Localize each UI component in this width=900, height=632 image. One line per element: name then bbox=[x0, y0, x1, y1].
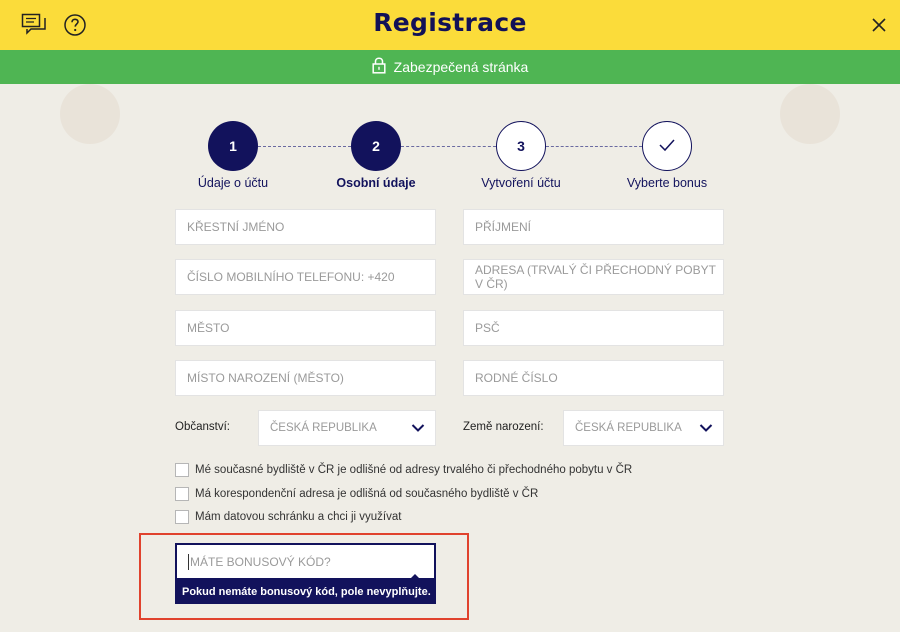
step-3-circle[interactable] bbox=[496, 121, 546, 171]
step-2-circle[interactable] bbox=[351, 121, 401, 171]
header-bar bbox=[0, 0, 900, 50]
correspondence-differs-checkbox[interactable] bbox=[175, 487, 538, 501]
birth-number-input[interactable]: RODNÉ ČÍSLO bbox=[463, 360, 724, 396]
step-4-circle[interactable] bbox=[642, 121, 692, 171]
address-input[interactable]: ADRESA (TRVALÝ ČI PŘECHODNÝ POBYT V ČR) bbox=[463, 259, 724, 295]
background-decoration bbox=[780, 84, 840, 144]
phone-input[interactable]: ČÍSLO MOBILNÍHO TELEFONU: +420 bbox=[175, 259, 436, 295]
checkbox-box[interactable] bbox=[175, 487, 189, 501]
birth-country-value: ČESKÁ REPUBLIKA bbox=[575, 422, 682, 434]
close-icon[interactable] bbox=[864, 10, 894, 40]
bonus-code-tooltip: Pokud nemáte bonusový kód, pole nevyplňujte. bbox=[175, 580, 436, 604]
step-connector bbox=[258, 146, 351, 147]
citizenship-value: ČESKÁ REPUBLIKA bbox=[270, 422, 377, 434]
step-connector bbox=[546, 146, 642, 147]
check-icon bbox=[658, 138, 676, 155]
step-connector bbox=[401, 146, 496, 147]
step-1-number: 1 bbox=[229, 138, 237, 154]
city-input[interactable]: MĚSTO bbox=[175, 310, 436, 346]
first-name-input[interactable]: KŘESTNÍ JMÉNO bbox=[175, 209, 436, 245]
step-3-label: Vytvoření účtu bbox=[481, 176, 561, 190]
page-title: Registrace bbox=[373, 8, 527, 37]
step-2-label: Osobní údaje bbox=[336, 176, 416, 190]
step-1-label: Údaje o účtu bbox=[197, 176, 269, 190]
bonus-code-placeholder: MÁTE BONUSOVÝ KÓD? bbox=[190, 554, 331, 569]
step-4-label: Vyberte bonus bbox=[626, 176, 708, 190]
lock-icon bbox=[372, 57, 386, 77]
citizenship-select[interactable] bbox=[258, 410, 436, 446]
checkbox-label: Mám datovou schránku a chci ji využívat bbox=[195, 511, 402, 523]
checkbox-box[interactable] bbox=[175, 510, 189, 524]
text-caret bbox=[188, 554, 189, 570]
birth-country-select[interactable] bbox=[563, 410, 724, 446]
data-box-checkbox[interactable] bbox=[175, 510, 401, 524]
step-2-number: 2 bbox=[372, 138, 380, 154]
secure-page-text: Zabezpečená stránka bbox=[393, 59, 529, 75]
last-name-input[interactable]: PŘÍJMENÍ bbox=[463, 209, 724, 245]
birth-country-label: Země narození: bbox=[463, 421, 544, 433]
birth-place-input[interactable]: MÍSTO NAROZENÍ (MĚSTO) bbox=[175, 360, 436, 396]
checkbox-label: Má korespondenční adresa je odlišná od současného bydliště v ČR bbox=[195, 488, 539, 500]
chevron-down-icon bbox=[699, 423, 713, 436]
chevron-down-icon bbox=[411, 423, 425, 436]
secure-page-banner bbox=[0, 50, 900, 84]
zip-input[interactable]: PSČ bbox=[463, 310, 724, 346]
residence-differs-checkbox[interactable] bbox=[175, 463, 632, 477]
step-3-number: 3 bbox=[517, 138, 525, 154]
bonus-code-input[interactable] bbox=[175, 543, 436, 580]
checkbox-label: Mé současné bydliště v ČR je odlišné od adresy trvalého či přechodného pobytu v ČR bbox=[195, 464, 633, 476]
checkbox-box[interactable] bbox=[175, 463, 189, 477]
citizenship-label: Občanství: bbox=[175, 421, 230, 433]
step-1-circle[interactable] bbox=[208, 121, 258, 171]
background-decoration bbox=[60, 84, 120, 144]
